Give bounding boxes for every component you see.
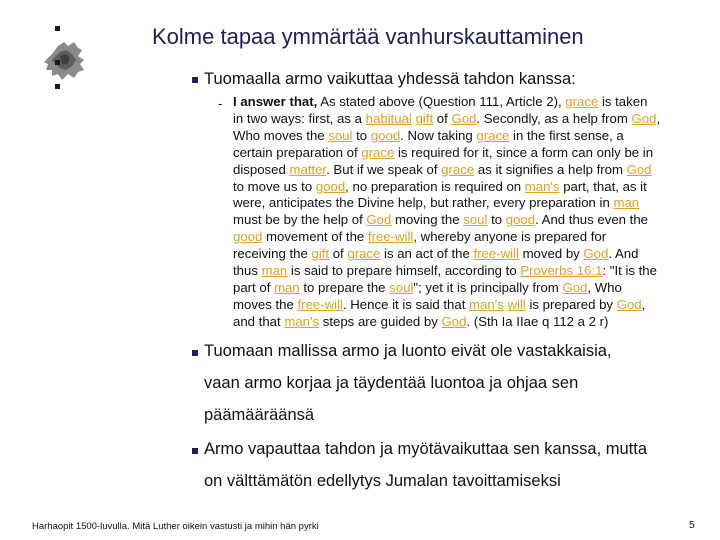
bullet-marker — [192, 448, 198, 454]
quote-text: moved by — [518, 246, 584, 262]
quote-link[interactable]: grace — [361, 144, 395, 160]
quote-link[interactable]: matter — [289, 161, 327, 177]
quote-text: must be by the help of — [233, 212, 367, 228]
quote-link[interactable]: grace — [476, 127, 510, 143]
quote-link[interactable]: man's — [284, 313, 320, 329]
quote-link[interactable]: habitual — [365, 110, 412, 126]
quote-text: is an act of the — [380, 246, 474, 262]
quote-link[interactable]: gift — [311, 246, 330, 262]
quote-text: , — [641, 296, 646, 312]
bullet-text-2-line-3: päämääräänsä — [204, 406, 315, 424]
page-number: 5 — [689, 520, 695, 531]
quote-text: of — [329, 246, 348, 262]
quote-link[interactable]: God — [366, 212, 392, 228]
quote-text: steps are guided by — [319, 313, 442, 329]
quote-text: is required for it, since a form can only be in — [394, 144, 654, 160]
bullet-text-3-line-1: Armo vapauttaa tahdon ja myötävaikuttaa sen kanssa, mutta — [204, 440, 648, 458]
quote-link[interactable]: Proverbs 16:1 — [520, 263, 603, 279]
quote-link[interactable]: good — [505, 212, 536, 228]
quote-link[interactable]: God — [631, 110, 657, 126]
quote-link[interactable]: man's — [524, 178, 560, 194]
quote-link[interactable]: God — [626, 161, 652, 177]
quote-line — [233, 263, 693, 280]
quote-text: of — [433, 110, 452, 126]
aquinas-quote — [233, 94, 693, 331]
quote-link[interactable]: man's — [469, 296, 504, 312]
sub-bullet-dash: - — [218, 96, 223, 111]
bullet-text-2-line-2: vaan armo korjaa ja täydentää luontoa ja ohjaa sen — [204, 374, 579, 392]
quote-line — [233, 297, 693, 314]
quote-text: to — [352, 127, 371, 143]
quote-text: is said to prepare himself, according to — [287, 263, 521, 279]
quote-text: . Secondly, as a help from — [476, 110, 632, 126]
quote-link[interactable]: good — [315, 178, 346, 194]
quote-line — [233, 229, 693, 246]
quote-link[interactable]: God — [583, 246, 609, 262]
quote-text: As stated above (Question 111, Article 2), — [317, 94, 566, 109]
quote-text: is prepared by — [525, 296, 617, 312]
quote-text: moving the — [391, 212, 464, 228]
quote-text: and that — [233, 313, 285, 329]
university-logo-icon — [30, 24, 90, 94]
quote-text: , whereby anyone is prepared for — [413, 229, 607, 245]
quote-link[interactable]: soul — [328, 127, 353, 143]
quote-link[interactable]: God — [441, 313, 467, 329]
quote-lead-in: I answer that, — [233, 94, 318, 109]
quote-link[interactable]: God — [616, 296, 642, 312]
quote-text: to move us to — [233, 178, 316, 194]
quote-text: , Who — [587, 279, 622, 295]
quote-link[interactable]: soul — [389, 279, 414, 295]
quote-link[interactable]: free-will — [367, 229, 414, 245]
quote-text: . And thus even the — [535, 212, 648, 228]
quote-text: in the first sense, a — [509, 127, 624, 143]
quote-link[interactable]: free-will — [297, 296, 343, 312]
quote-line — [233, 212, 693, 229]
quote-link[interactable]: gift — [415, 110, 434, 126]
quote-link[interactable]: will — [507, 296, 526, 312]
quote-link[interactable]: good — [370, 127, 401, 143]
quote-line — [233, 128, 693, 145]
quote-text: is taken — [598, 94, 648, 109]
quote-text: part, that, as it — [559, 178, 647, 194]
quote-line — [233, 145, 693, 162]
quote-text: disposed — [233, 161, 290, 177]
quote-line — [233, 179, 693, 196]
quote-text: : "It is the — [602, 263, 657, 279]
quote-text: . Now taking — [400, 127, 477, 143]
quote-line — [233, 195, 693, 212]
bullet-marker — [192, 350, 198, 356]
quote-link[interactable]: grace — [565, 94, 599, 109]
logo-mark-middle — [55, 60, 60, 65]
quote-link[interactable]: grace — [441, 161, 475, 177]
quote-text: to — [487, 212, 506, 228]
quote-line — [233, 246, 693, 263]
quote-text: movement of the — [262, 229, 368, 245]
quote-line — [233, 162, 693, 179]
quote-text: were, anticipates the Divine help, but rather, every preparation in — [233, 195, 614, 211]
quote-text: thus — [233, 263, 262, 279]
quote-link[interactable]: grace — [347, 246, 381, 262]
quote-link[interactable]: free-will — [473, 246, 519, 262]
quote-text: as it signifies a help from — [474, 161, 627, 177]
quote-text: part of — [233, 279, 275, 295]
quote-text: certain preparation of — [233, 144, 362, 160]
quote-link[interactable]: God — [451, 110, 477, 126]
quote-line — [233, 94, 693, 111]
quote-link[interactable]: man — [613, 195, 640, 211]
quote-text: . (Sth Ia IIae q 112 a 2 r) — [466, 313, 609, 329]
quote-text: receiving the — [233, 246, 312, 262]
quote-text: to prepare the — [299, 279, 390, 295]
quote-link[interactable]: man — [274, 279, 300, 295]
quote-text: in two ways: first, as a — [233, 110, 366, 126]
logo-mark-bottom — [55, 84, 60, 89]
bullet-text-3-line-2: on välttämätön edellytys Jumalan tavoittamiseksi — [204, 472, 561, 490]
quote-text: "; yet it is principally from — [413, 279, 563, 295]
quote-link[interactable]: God — [562, 279, 588, 295]
quote-text: , — [656, 110, 661, 126]
quote-text: moves the — [233, 296, 298, 312]
quote-link[interactable]: good — [233, 229, 263, 245]
quote-text: . Hence it is said that — [342, 296, 470, 312]
quote-text: Who moves the — [233, 127, 329, 143]
quote-line — [233, 280, 693, 297]
bullet-text-1: Tuomaalla armo vaikuttaa yhdessä tahdon kanssa: — [204, 70, 576, 88]
quote-text: , no preparation is required on — [345, 178, 525, 194]
quote-line — [233, 111, 693, 128]
bullet-text-2-line-1: Tuomaan mallissa armo ja luonto eivät ole vastakkaisia, — [204, 342, 612, 360]
quote-line — [233, 314, 693, 331]
quote-text: . And — [608, 246, 639, 262]
quote-text: . But if we speak of — [326, 161, 442, 177]
bullet-marker — [192, 77, 198, 83]
footer-text: Harhaopit 1500-luvulla. Mitä Luther oikein vastusti ja mihin hän pyrki — [32, 521, 319, 532]
quote-link[interactable]: man — [261, 263, 288, 279]
slide-title: Kolme tapaa ymmärtää vanhurskauttaminen — [152, 24, 584, 49]
quote-link[interactable]: soul — [463, 212, 488, 228]
